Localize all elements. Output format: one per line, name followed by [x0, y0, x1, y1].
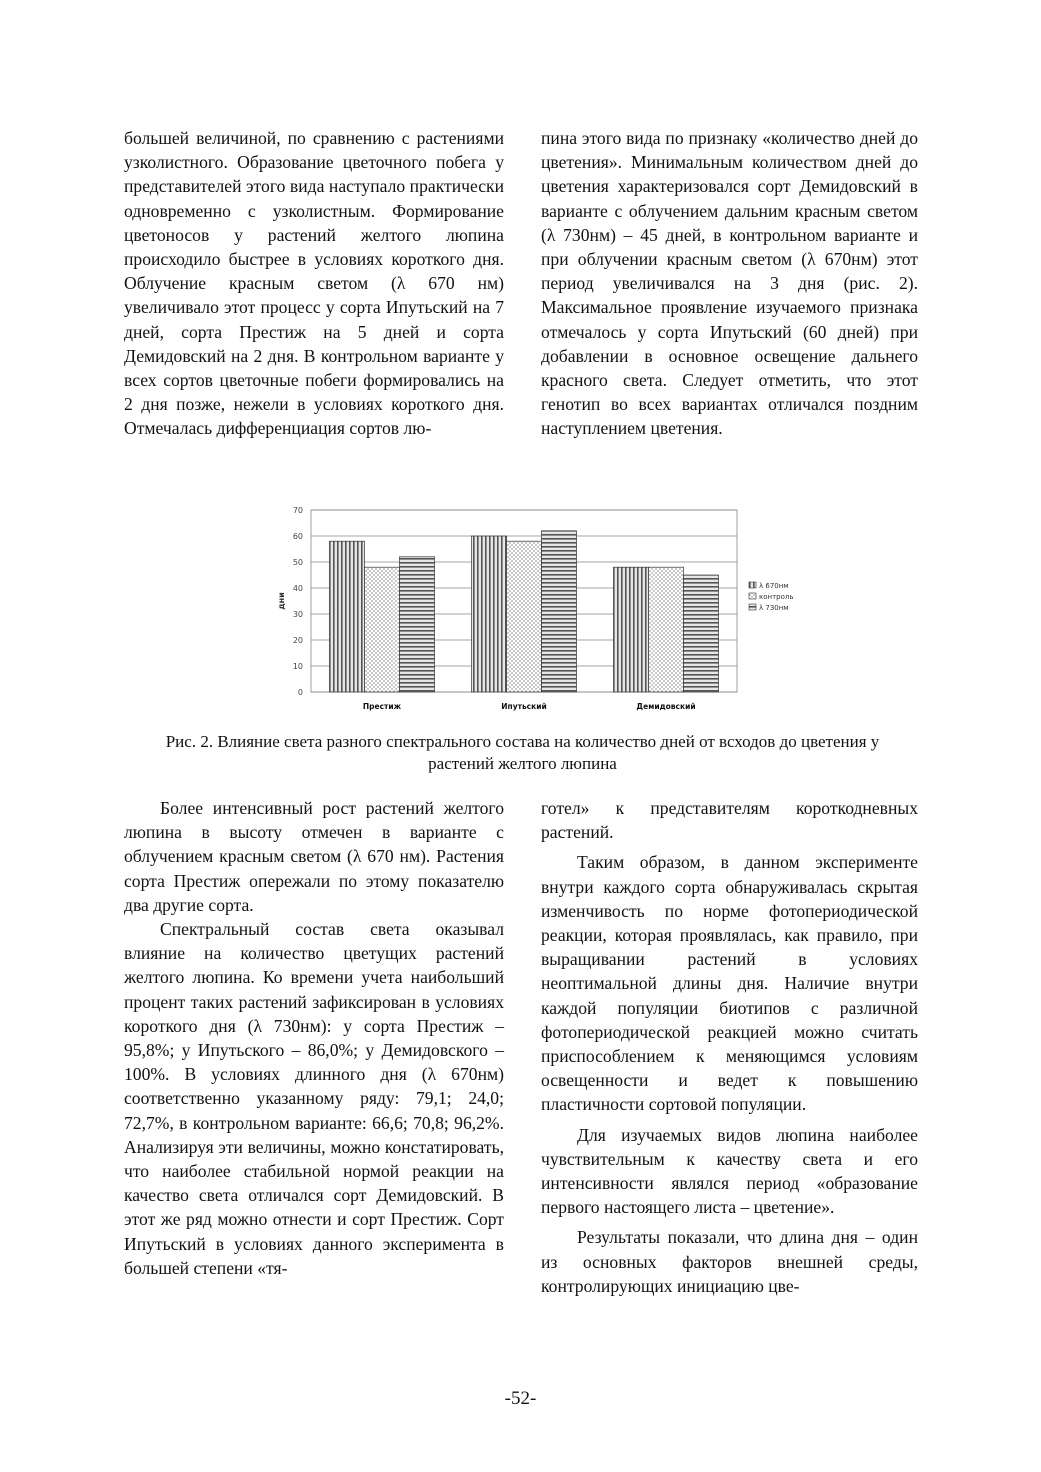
- paragraph: Спектральный состав света оказывал влияние на количество цветущих растений желтого люпина. Ко времени учета наибольший процент таких растений зафиксирован в условиях короткого дня (λ 730нм): у сорта Престиж – 95,8%; у Ипутьского – 86,0%; у Демидовского – 100%. В условиях длинного дня (λ 670нм) соответственно указанному ряду: 79,1; 24,0; 72,7%, в контрольном варианте: 66,6; 70,8; 96,2%. Анализируя эти величины, можно констатировать, что наиболее стабильной нормой реакции на качество света отличался сорт Демидовский. В этот же ряд можно отнести и сорт Престиж. Сорт Ипутьский в условиях данного эксперимента в большей степени «тя-: [124, 919, 504, 1278]
- y-tick-label: 60: [292, 532, 303, 541]
- bar: [649, 567, 684, 692]
- y-tick-label: 30: [292, 610, 303, 619]
- bar: [542, 531, 577, 692]
- paragraph: Более интенсивный рост растений желтого люпина в высоту отмечен в варианте с облучением красным светом (λ 670 нм). Растения сорта Престиж опережали по этому показателю два другие сорта.: [124, 798, 504, 915]
- y-axis-label: дни: [277, 592, 286, 610]
- paragraph: Для изучаемых видов люпина наиболее чувствительным к качеству света и его интенсивности являлся период «образование первого настоящего листа – цветение».: [541, 1124, 918, 1218]
- y-tick-label: 40: [292, 584, 303, 593]
- y-tick-label: 20: [292, 636, 303, 645]
- y-tick-label: 70: [292, 506, 303, 515]
- x-tick-label: Ипутьский: [501, 702, 547, 711]
- paragraph: Таким образом, в данном эксперименте внутри каждого сорта обнаруживалась скрытая изменчивость по норме фотопериодической реакции, которая проявлялась, как правило, при выращивании растений в условиях неоптимальной длины дня. Наличие внутри каждой популяции биотипов с различной фотопериодической реакцией можно считать приспособлением к меняющимся условиям освещенности и ведет к повышению пластичности сортовой популяции.: [541, 852, 918, 1115]
- paragraph: большей величиной, по сравнению с растениями узколистного. Образование цветочного побега у представителей этого вида наступало практически одновременно с узколистным. Формирование цветоносов у растений желтого люпина происходило быстрее в условиях короткого дня. Облучение красным светом (λ 670 нм) увеличивало этот процесс у сорта Ипутьский на 7 дней, сорта Престиж на 5 дней и сорта Демидовский на 2 дня. В контрольном варианте у всех сортов цветочные побеги формировались на 2 дня позже, нежели в условиях короткого дня. Отмечалась дифференциация сортов лю-: [124, 128, 504, 439]
- figure-caption: Рис. 2. Влияние света разного спектрального состава на количество дней от всходов до цветения у растений желтого люпина: [165, 732, 880, 773]
- bar: [400, 557, 435, 692]
- paragraph: Результаты показали, что длина дня – один из основных факторов внешней среды, контролирующих инициацию цве-: [541, 1227, 918, 1296]
- bar-chart: [265, 502, 825, 720]
- text-column-top-right: [541, 126, 918, 441]
- bar: [472, 536, 507, 692]
- y-tick-label: 0: [297, 688, 303, 697]
- paragraph: готел» к представителям короткодневных растений.: [541, 798, 918, 843]
- legend-label: λ 730нм: [759, 604, 789, 612]
- legend-swatch: [749, 593, 756, 599]
- legend-swatch: [749, 604, 756, 610]
- legend-swatch: [749, 582, 756, 588]
- figure-chart: [265, 502, 825, 720]
- bar: [614, 567, 649, 692]
- y-tick-label: 10: [292, 662, 303, 671]
- bar: [507, 541, 542, 692]
- bar: [684, 575, 719, 692]
- page-number: -52-: [504, 1388, 537, 1409]
- bar: [365, 567, 400, 692]
- text-column-top-left: [124, 126, 504, 441]
- paragraph: пина этого вида по признаку «количество дней до цветения». Минимальным количеством дней до цветения характеризовался сорт Демидовский в варианте с облучением дальним красным светом (λ 730нм) – 45 дней, в контрольном варианте и при облучении красным светом (λ 670нм) этот период увеличивался на 3 дня (рис. 2). Максимальное проявление изучаемого признака отмечалось у сорта Ипутьский (60 дней) при добавлении в основное освещение дальнего красного света. Следует отметить, что этот генотип во всех вариантах отличался поздним наступлением цветения.: [541, 128, 918, 439]
- legend-label: контроль: [759, 593, 794, 601]
- bar: [330, 541, 365, 692]
- x-tick-label: Престиж: [362, 702, 402, 711]
- legend-label: λ 670нм: [759, 582, 789, 590]
- x-tick-label: Демидовский: [636, 702, 696, 711]
- y-tick-label: 50: [292, 558, 303, 567]
- text-column-bottom-left: [124, 796, 504, 1280]
- text-column-bottom-right: [541, 796, 918, 1298]
